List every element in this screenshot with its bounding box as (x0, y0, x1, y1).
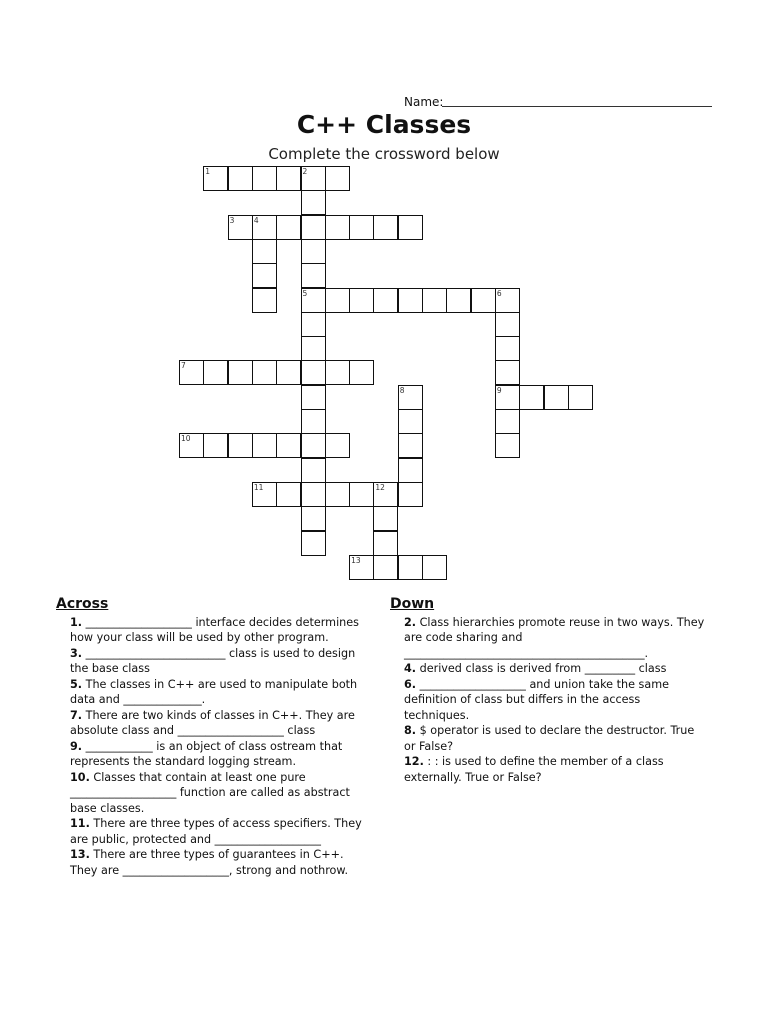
cell-number: 3 (229, 215, 235, 225)
crossword-cell[interactable] (252, 482, 277, 507)
cell-number: 1 (205, 167, 211, 176)
crossword-cell[interactable] (325, 433, 350, 458)
crossword-cell[interactable] (325, 482, 350, 507)
crossword-cell[interactable] (398, 555, 423, 580)
cell-number: 2 (302, 167, 308, 176)
crossword-cell[interactable] (495, 336, 520, 361)
clue-text: There are three types of guarantees in C++. They are ___________________, strong and nothrow. (70, 848, 349, 877)
down-clue (390, 723, 708, 754)
clue-text: : : is used to define the member of a class externally. True or False? (404, 755, 664, 784)
crossword-cell[interactable] (398, 385, 423, 410)
crossword-cell[interactable] (203, 360, 228, 385)
clue-text: derived class is derived from _________ class (419, 662, 667, 675)
crossword-cell[interactable] (252, 215, 277, 240)
crossword-cell[interactable] (276, 166, 301, 191)
crossword-cell[interactable] (301, 263, 326, 288)
across-clue (56, 847, 374, 878)
crossword-cell[interactable] (325, 215, 350, 240)
clue-number: 12. (404, 755, 424, 768)
across-clue (56, 708, 374, 739)
crossword-cell[interactable] (203, 166, 228, 191)
across-clue (56, 739, 374, 770)
clue-number: 8. (404, 724, 417, 737)
crossword-cell[interactable] (495, 433, 520, 458)
across-clue (56, 677, 374, 708)
clue-text: ____________ is an object of class ostream that represents the standard logging stream. (70, 739, 343, 768)
crossword-cell[interactable] (301, 482, 326, 507)
crossword-cell[interactable] (301, 288, 326, 313)
clue-number: 4. (404, 662, 417, 675)
crossword-cell[interactable] (349, 482, 374, 507)
crossword-cell[interactable] (228, 433, 253, 458)
crossword-cell[interactable] (252, 433, 277, 458)
crossword-cell[interactable] (301, 409, 326, 434)
clue-number: 3. (70, 646, 83, 660)
cell-number: 9 (496, 385, 502, 395)
cell-number: 8 (399, 385, 405, 395)
crossword-cell[interactable] (301, 458, 326, 483)
clue-text: ___________________ interface decides determines how your class will be used by other program. (70, 615, 359, 644)
crossword-cell[interactable] (471, 288, 496, 313)
crossword-cell[interactable] (252, 288, 277, 313)
cell-number: 12 (375, 482, 385, 492)
across-clue (56, 816, 374, 847)
clue-number: 9. (70, 739, 83, 753)
clue-number: 6. (404, 677, 417, 691)
cell-number: 6 (496, 288, 502, 298)
crossword-cell[interactable] (301, 506, 326, 531)
clue-text: There are two kinds of classes in C++. They are absolute class and ___________________ class (70, 708, 355, 737)
across-clue-list (56, 615, 374, 879)
crossword-cell[interactable] (373, 555, 398, 580)
crossword-cell[interactable] (349, 215, 374, 240)
crossword-cell[interactable] (276, 433, 301, 458)
crossword-cell[interactable] (276, 215, 301, 240)
across-clue (56, 615, 374, 646)
across-clue (56, 770, 374, 817)
crossword-cell[interactable] (398, 433, 423, 458)
clue-text: ___________________ and union take the same definition of class but differs in the access techniques. (404, 677, 669, 722)
down-clue (390, 615, 708, 662)
crossword-cell[interactable] (228, 215, 253, 240)
clue-text: _________________________ class is used to design the base class (70, 646, 356, 675)
crossword-cell[interactable] (252, 360, 277, 385)
down-clue (390, 677, 708, 724)
clue-number: 7. (70, 708, 83, 722)
clue-number: 2. (404, 615, 417, 629)
clue-text: Classes that contain at least one pure ___________________ function are called as abstract base classes. (70, 770, 350, 815)
cell-number: 5 (302, 288, 308, 298)
crossword-cell[interactable] (301, 360, 326, 385)
crossword-cell[interactable] (495, 312, 520, 337)
across-clues (56, 597, 374, 878)
crossword-cell[interactable] (373, 288, 398, 313)
crossword-cell[interactable] (568, 385, 593, 410)
clue-number: 1. (70, 615, 83, 629)
clue-number: 5. (70, 677, 83, 691)
crossword-cell[interactable] (495, 409, 520, 434)
crossword-cell[interactable] (422, 555, 447, 580)
cell-number: 11 (253, 482, 264, 492)
crossword-cell[interactable] (252, 239, 277, 264)
cell-number: 10 (181, 434, 191, 444)
clue-number: 10. (70, 770, 90, 784)
crossword-cell[interactable] (301, 531, 326, 556)
clue-number: 13. (70, 848, 90, 861)
crossword-cell[interactable] (301, 215, 326, 240)
crossword-cell[interactable] (325, 166, 350, 191)
crossword-cell[interactable] (398, 409, 423, 434)
crossword-cell[interactable] (398, 288, 423, 313)
crossword-cell[interactable] (252, 263, 277, 288)
crossword-cell[interactable] (301, 239, 326, 264)
down-clue (390, 661, 708, 677)
crossword-cell[interactable] (179, 360, 204, 385)
down-clues (390, 597, 708, 785)
crossword-cell[interactable] (495, 288, 520, 313)
crossword-cell[interactable] (519, 385, 544, 410)
crossword-cell[interactable] (228, 166, 253, 191)
crossword-cell[interactable] (495, 360, 520, 385)
crossword-cell[interactable] (544, 385, 569, 410)
crossword-cell[interactable] (301, 433, 326, 458)
cell-number: 13 (351, 555, 361, 565)
clue-text: $ operator is used to declare the destructor. True or False? (404, 724, 695, 753)
crossword-cell[interactable] (276, 360, 301, 385)
crossword-cell[interactable] (325, 288, 350, 313)
crossword-cell[interactable] (398, 458, 423, 483)
name-label: Name: (404, 95, 444, 109)
crossword-cell[interactable] (349, 360, 374, 385)
crossword-cell[interactable] (203, 433, 228, 458)
crossword-cell[interactable] (228, 360, 253, 385)
down-heading: Down (390, 596, 435, 612)
clue-text: There are three types of access specifiers. They are public, protected and ___________________ (70, 817, 362, 846)
cell-number: 4 (253, 215, 259, 225)
crossword-cell[interactable] (373, 215, 398, 240)
name-field[interactable] (442, 106, 712, 107)
crossword-cell[interactable] (422, 288, 447, 313)
page-title: C++ Classes (296, 110, 472, 139)
crossword-cell[interactable] (373, 482, 398, 507)
crossword-cell[interactable] (398, 482, 423, 507)
cell-number: 7 (181, 361, 186, 371)
crossword-cell[interactable] (301, 312, 326, 337)
crossword-cell[interactable] (373, 531, 398, 556)
crossword-cell[interactable] (252, 166, 277, 191)
crossword-cell[interactable] (495, 385, 520, 410)
down-clue-list (390, 615, 708, 786)
crossword-cell[interactable] (349, 555, 374, 580)
crossword-cell[interactable] (349, 288, 374, 313)
crossword-cell[interactable] (179, 433, 204, 458)
across-heading: Across (56, 596, 109, 612)
crossword-cell[interactable] (301, 336, 326, 361)
crossword-cell[interactable] (301, 385, 326, 410)
across-clue (56, 646, 374, 677)
down-clue (390, 754, 708, 785)
crossword-cell[interactable] (325, 360, 350, 385)
clue-text: The classes in C++ are used to manipulate both data and ______________. (70, 677, 358, 706)
crossword-cell[interactable] (373, 506, 398, 531)
crossword-cell[interactable] (301, 190, 326, 215)
crossword-cell[interactable] (398, 215, 423, 240)
crossword-cell[interactable] (276, 482, 301, 507)
page-subtitle: Complete the crossword below (268, 145, 500, 163)
clue-text: Class hierarchies promote reuse in two ways. They are code sharing and ___________________________________________. (404, 615, 705, 660)
crossword-cell[interactable] (446, 288, 471, 313)
clue-number: 11. (70, 817, 90, 830)
crossword-cell[interactable] (301, 166, 326, 191)
